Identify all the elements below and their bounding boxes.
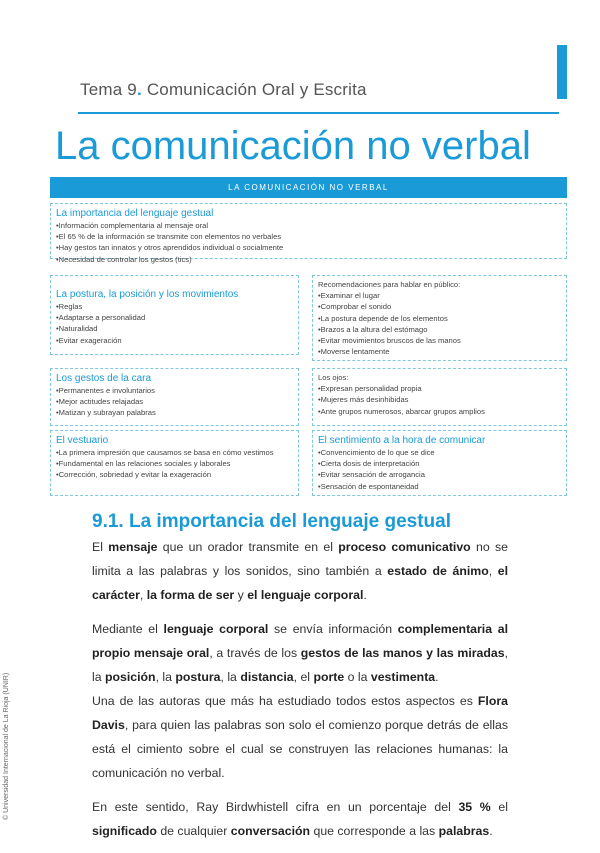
text: de cualquier (156, 824, 231, 838)
bold-text: Flora Davis (92, 694, 508, 732)
text: se envía información (268, 622, 398, 636)
bold-text: 35 % (458, 800, 491, 814)
box-heading: El vestuario (56, 435, 109, 446)
box-heading: La postura, la posición y los movimientos (56, 289, 239, 300)
list-item: • Examinar el lugar (318, 290, 561, 301)
text: no se limita a las palabras y los sonidos, sino también a (92, 540, 508, 578)
text: que corresponde a las (310, 824, 439, 838)
list-item: • Cierta dosis de interpretación (318, 458, 561, 469)
header-divider (78, 112, 559, 114)
list-item: • Sensación de espontaneidad (318, 481, 561, 492)
text: , la (92, 646, 508, 684)
bold-text: porte (313, 670, 345, 684)
bold-text: significado (92, 824, 157, 838)
bold-text: el lenguaje corporal (247, 588, 364, 602)
text: , (139, 588, 147, 602)
box-heading: Los gestos de la cara (56, 373, 152, 384)
bold-text: posición (105, 670, 156, 684)
list-item: • Evitar sensación de arrogancia (318, 469, 561, 480)
list-item: • Ante grupos numerosos, abarcar grupos amplios (318, 406, 561, 417)
list-item: • Hay gestos tan innatos y otros aprendidos individual o socialmente (56, 242, 561, 253)
bold-text: palabras (438, 824, 490, 838)
list-item: • Comprobar el sonido (318, 301, 561, 312)
paragraph (92, 795, 508, 843)
text: Una de las autoras que más ha estudiado todos estos aspectos es (92, 694, 478, 708)
accent-bar (557, 45, 567, 99)
box-heading: Los ojos: (318, 373, 349, 382)
bold-text: distancia (240, 670, 294, 684)
bold-text: conversación (230, 824, 311, 838)
list-item: • Matizan y subrayan palabras (56, 407, 293, 418)
list-item: • Brazos a la altura del estómago (318, 324, 561, 335)
page-title: La comunicación no verbal (55, 124, 531, 168)
list-item: • Necesidad de controlar los gestos (tics) (56, 254, 561, 265)
list-item: • La primera impresión que causamos se basa en cómo vestimos (56, 447, 293, 458)
bold-text: postura (175, 670, 221, 684)
copyright-note: © Universidad Internacional de La Rioja (UNIR) (3, 672, 10, 820)
diagram-box (312, 275, 567, 361)
list-item: • Mujeres más desinhibidas (318, 394, 561, 405)
chapter-label: Tema 9 (80, 80, 137, 99)
list-item: • Expresan personalidad propia (318, 383, 561, 394)
bold-text: complementaria al propio mensaje oral (92, 622, 508, 660)
bold-text: gestos de las manos y las miradas (300, 646, 505, 660)
diagram-box (50, 203, 567, 264)
box-heading: La importancia del lenguaje gestual (56, 208, 214, 219)
text: que un orador transmite en el (157, 540, 339, 554)
bold-text: estado de ánimo (387, 564, 489, 578)
diagram-box (312, 430, 567, 496)
diagram-box (50, 430, 299, 496)
text: . (489, 824, 493, 838)
list-item: • Mejor actitudes relajadas (56, 396, 293, 407)
bold-text: lenguaje corporal (163, 622, 269, 636)
bold-text: vestimenta (370, 670, 436, 684)
text: En este sentido, Ray Birdwhistell cifra en un porcentaje del (92, 800, 459, 814)
bold-text: el carácter (92, 564, 509, 602)
chapter-title: Comunicación Oral y Escrita (141, 80, 367, 99)
list-item: • Evitar exageración (56, 335, 293, 346)
text: . (363, 588, 367, 602)
diagram-box (50, 368, 299, 426)
text: el (490, 800, 508, 814)
bold-text: mensaje (108, 540, 158, 554)
list-item: • Fundamental en las relaciones sociales y laborales (56, 458, 293, 469)
list-item: • Evitar movimientos bruscos de las manos (318, 335, 561, 346)
box-heading: Recomendaciones para hablar en público: (318, 280, 461, 289)
paragraph (92, 535, 508, 607)
body-text (92, 535, 508, 853)
list-item: • Adaptarse a personalidad (56, 312, 293, 323)
text: . (435, 670, 439, 684)
list-item: • Corrección, sobriedad y evitar la exageración (56, 469, 293, 480)
text: Mediante el (92, 622, 164, 636)
text: , (488, 564, 498, 578)
text: , la (220, 670, 241, 684)
text: , para quien las palabras son solo el comienzo porque detrás de ellas está el cimiento sobre el cual se construyen las relaciones humanas: la comunicación no verbal. (92, 718, 508, 780)
diagram-banner: LA COMUNICACIÓN NO VERBAL (50, 177, 567, 198)
text: , el (293, 670, 314, 684)
list-item: • La postura depende de los elementos (318, 313, 561, 324)
bold-text: proceso comunicativo (338, 540, 471, 554)
list-item: • Reglas (56, 301, 293, 312)
list-item: • Moverse lentamente (318, 346, 561, 357)
text: , a través de los (209, 646, 301, 660)
list-item: • Convencimiento de lo que se dice (318, 447, 561, 458)
paragraph (92, 689, 508, 785)
list-item: • Naturalidad (56, 323, 293, 334)
diagram-box (50, 275, 299, 355)
text: o la (344, 670, 371, 684)
text: y (234, 588, 248, 602)
diagram-box (312, 368, 567, 426)
bold-text: la forma de ser (146, 588, 235, 602)
section-heading: 9.1. La importancia del lenguaje gestual (92, 511, 451, 532)
box-heading: El sentimiento a la hora de comunicar (318, 435, 486, 446)
text: El (92, 540, 109, 554)
paragraph (92, 617, 508, 689)
diagram (50, 177, 567, 497)
list-item: • El 65 % de la información se transmite con elementos no verbales (56, 231, 561, 242)
list-item: • Información complementaria al mensaje oral (56, 220, 561, 231)
text: , la (155, 670, 176, 684)
chapter-separator: . (136, 80, 142, 99)
list-item: • Permanentes e involuntarios (56, 385, 293, 396)
chapter-header (80, 80, 367, 100)
